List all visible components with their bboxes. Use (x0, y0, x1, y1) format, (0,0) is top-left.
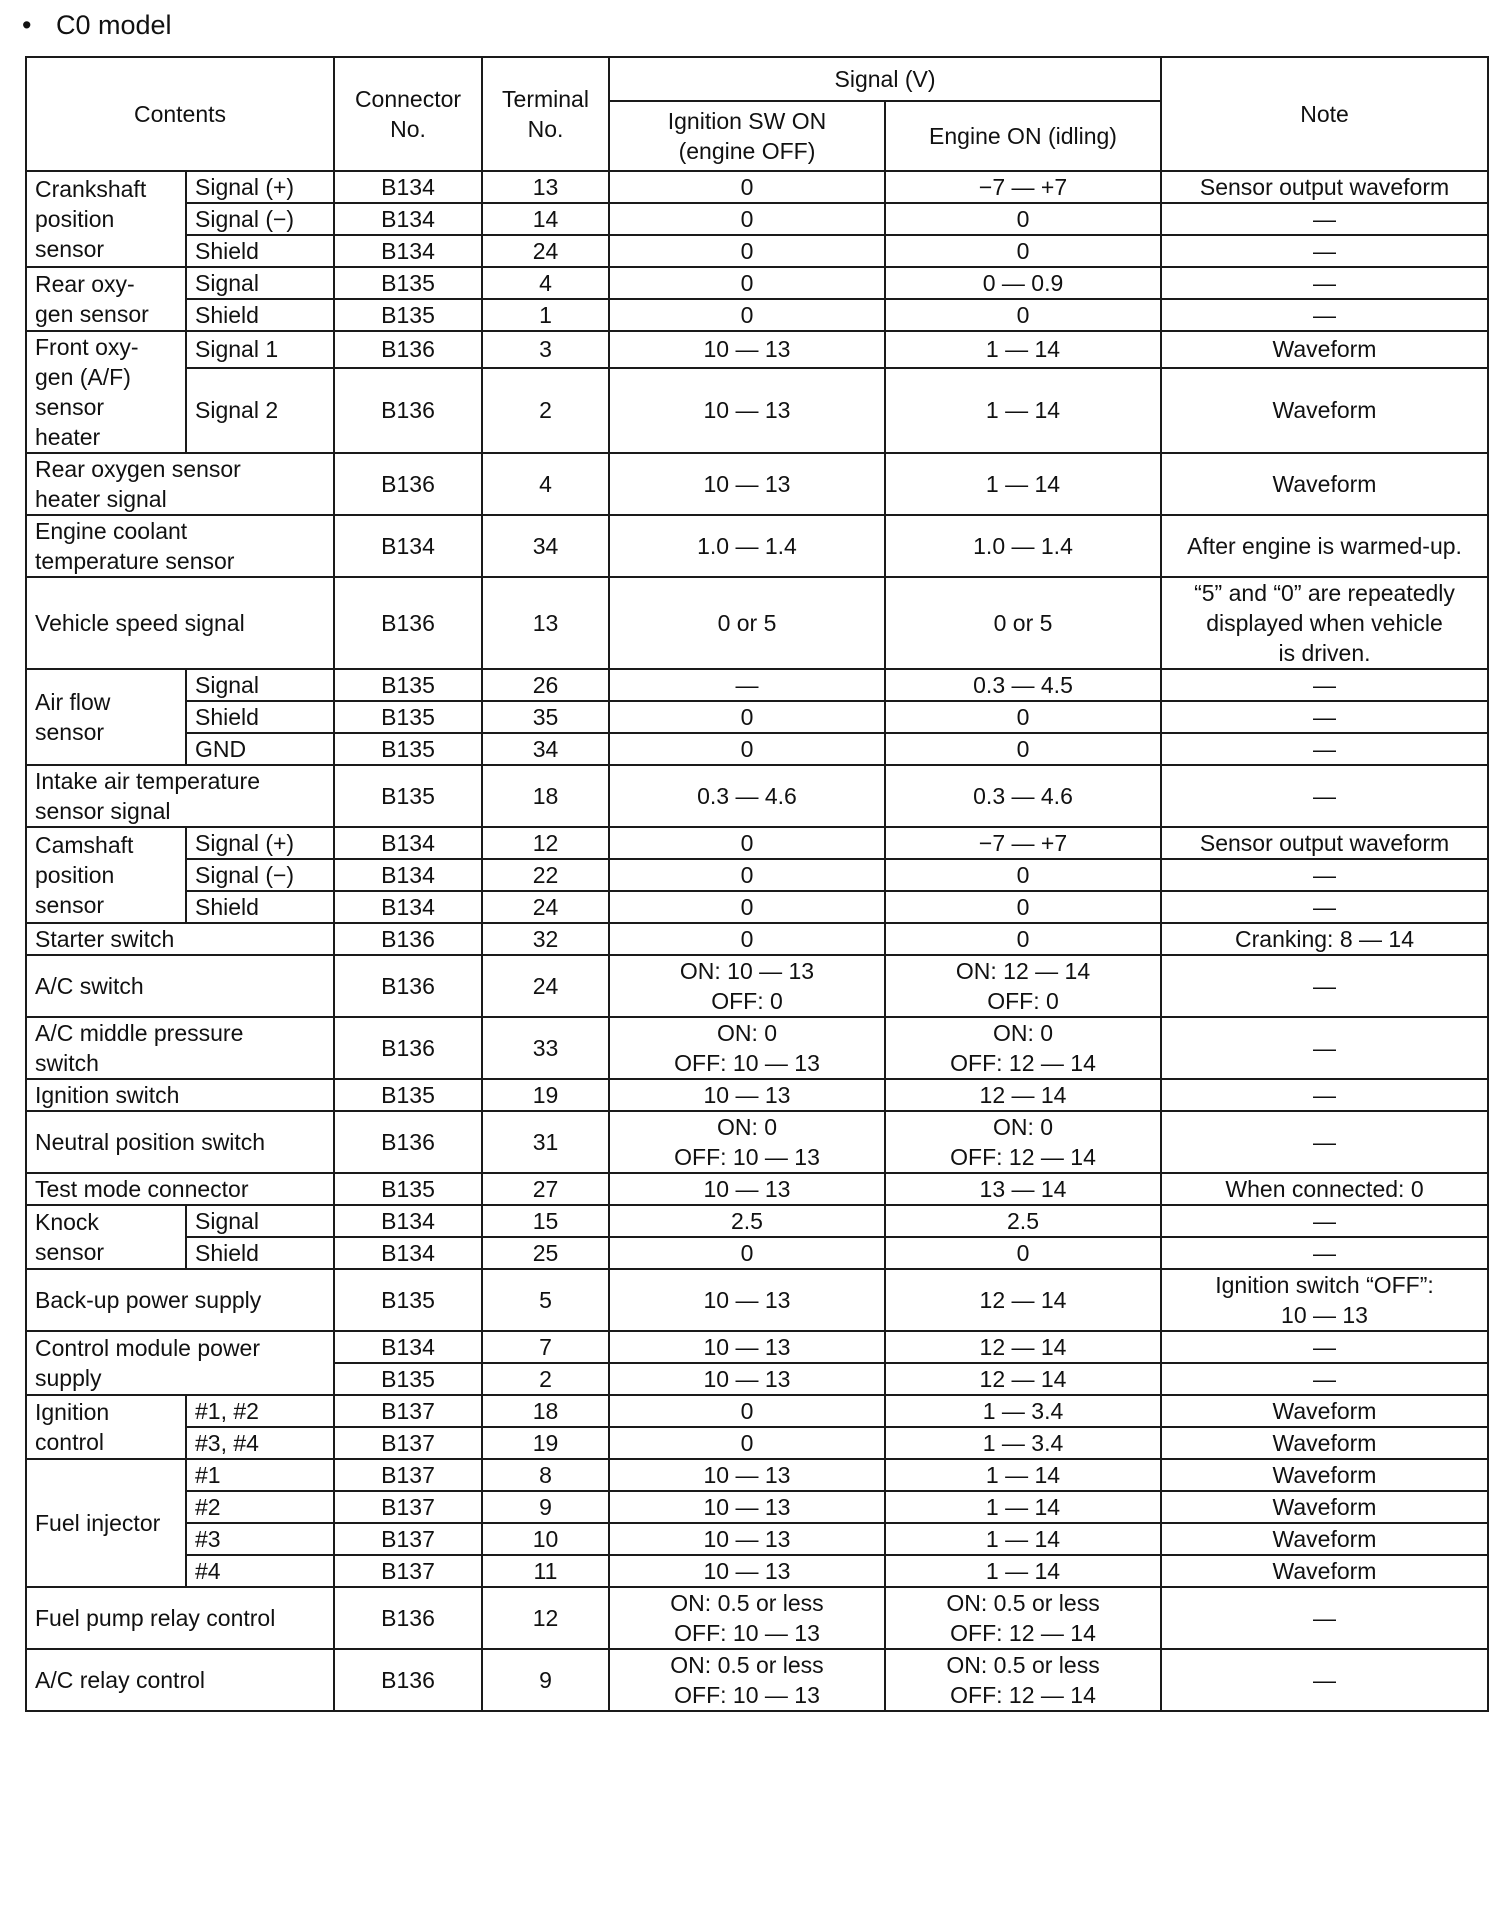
note: — (1161, 859, 1488, 891)
component-name: Fuel injector (26, 1459, 186, 1587)
signal-engine-on: 13 — 14 (885, 1173, 1161, 1205)
signal-type: Signal (+) (186, 827, 334, 859)
connector-no: B137 (334, 1523, 482, 1555)
note: Waveform (1161, 1523, 1488, 1555)
signal-type: Signal (186, 669, 334, 701)
terminal-no: 3 (482, 331, 609, 368)
bullet-icon: • (22, 10, 32, 40)
header-note: Note (1161, 57, 1488, 171)
connector-no: B134 (334, 515, 482, 577)
table-row (26, 1173, 1488, 1205)
component-name: Vehicle speed signal (26, 577, 334, 669)
terminal-no: 9 (482, 1649, 609, 1711)
component-name: Test mode connector (26, 1173, 334, 1205)
component-name: Knock sensor (26, 1205, 186, 1269)
signal-ignition-on: 10 — 13 (609, 1363, 885, 1395)
note: — (1161, 1649, 1488, 1711)
signal-engine-on: 0 (885, 701, 1161, 733)
terminal-no: 2 (482, 1363, 609, 1395)
note: — (1161, 1363, 1488, 1395)
component-name: Rear oxygen sensor heater signal (26, 453, 334, 515)
signal-ignition-on: 10 — 13 (609, 1173, 885, 1205)
connector-no: B137 (334, 1395, 482, 1427)
signal-ignition-on: ON: 10 — 13 OFF: 0 (609, 955, 885, 1017)
terminal-no: 24 (482, 955, 609, 1017)
header-signal: Signal (V) (609, 57, 1161, 101)
terminal-no: 7 (482, 1331, 609, 1363)
signal-engine-on: 1 — 14 (885, 368, 1161, 453)
note: Waveform (1161, 1459, 1488, 1491)
signal-ignition-on: 2.5 (609, 1205, 885, 1237)
signal-ignition-on: 0 (609, 859, 885, 891)
connector-no: B135 (334, 1079, 482, 1111)
signal-ignition-on: 10 — 13 (609, 1523, 885, 1555)
note: — (1161, 669, 1488, 701)
table-row (26, 331, 1488, 368)
component-name: A/C switch (26, 955, 334, 1017)
connector-no: B135 (334, 1173, 482, 1205)
component-name: Back-up power supply (26, 1269, 334, 1331)
note: When connected: 0 (1161, 1173, 1488, 1205)
header-engine-on: Engine ON (idling) (885, 101, 1161, 171)
note: Sensor output waveform (1161, 827, 1488, 859)
signal-ignition-on: 0 (609, 827, 885, 859)
table-row (26, 1491, 1488, 1523)
signal-engine-on: −7 — +7 (885, 827, 1161, 859)
note: — (1161, 299, 1488, 331)
note: Sensor output waveform (1161, 171, 1488, 203)
connector-no: B134 (334, 1331, 482, 1363)
signal-ignition-on: 10 — 13 (609, 331, 885, 368)
note: “5” and “0” are repeatedly displayed when vehicle is driven. (1161, 577, 1488, 669)
connector-no: B134 (334, 1205, 482, 1237)
component-name: Starter switch (26, 923, 334, 955)
signal-ignition-on: 0 (609, 701, 885, 733)
terminal-no: 12 (482, 827, 609, 859)
table-row (26, 669, 1488, 701)
table-row (26, 701, 1488, 733)
signal-type: Signal (−) (186, 859, 334, 891)
signal-type: Shield (186, 299, 334, 331)
note: Ignition switch “OFF”: 10 — 13 (1161, 1269, 1488, 1331)
header-terminal-no: Terminal No. (482, 57, 609, 171)
connector-no: B136 (334, 577, 482, 669)
terminal-no: 19 (482, 1427, 609, 1459)
terminal-no: 24 (482, 891, 609, 923)
signal-ignition-on: 10 — 13 (609, 368, 885, 453)
component-name: A/C relay control (26, 1649, 334, 1711)
signal-engine-on: 2.5 (885, 1205, 1161, 1237)
terminal-no: 35 (482, 701, 609, 733)
signal-engine-on: 1.0 — 1.4 (885, 515, 1161, 577)
terminal-no: 18 (482, 765, 609, 827)
signal-ignition-on: 0 (609, 1237, 885, 1269)
component-name: A/C middle pressure switch (26, 1017, 334, 1079)
signal-ignition-on: 10 — 13 (609, 1331, 885, 1363)
signal-type: GND (186, 733, 334, 765)
signal-engine-on: 0 (885, 891, 1161, 923)
note: — (1161, 701, 1488, 733)
signal-engine-on: 0 (885, 235, 1161, 267)
terminal-no: 33 (482, 1017, 609, 1079)
note: — (1161, 1017, 1488, 1079)
signal-ignition-on: 0.3 — 4.6 (609, 765, 885, 827)
signal-type: #1, #2 (186, 1395, 334, 1427)
terminal-signal-table (25, 56, 1489, 1712)
note: — (1161, 1111, 1488, 1173)
signal-engine-on: 1 — 3.4 (885, 1427, 1161, 1459)
connector-no: B136 (334, 1649, 482, 1711)
connector-no: B134 (334, 859, 482, 891)
signal-type: Shield (186, 891, 334, 923)
signal-type: #3 (186, 1523, 334, 1555)
signal-ignition-on: — (609, 669, 885, 701)
signal-engine-on: ON: 0.5 or less OFF: 12 — 14 (885, 1587, 1161, 1649)
signal-ignition-on: 10 — 13 (609, 1491, 885, 1523)
connector-no: B136 (334, 331, 482, 368)
table-row (26, 1555, 1488, 1587)
connector-no: B135 (334, 669, 482, 701)
signal-type: #3, #4 (186, 1427, 334, 1459)
signal-type: Signal 1 (186, 331, 334, 368)
table-row (26, 235, 1488, 267)
note: — (1161, 1237, 1488, 1269)
signal-ignition-on: 0 or 5 (609, 577, 885, 669)
signal-ignition-on: 10 — 13 (609, 1555, 885, 1587)
note: — (1161, 267, 1488, 299)
terminal-no: 26 (482, 669, 609, 701)
terminal-no: 13 (482, 577, 609, 669)
signal-ignition-on: 0 (609, 299, 885, 331)
signal-ignition-on: 10 — 13 (609, 1459, 885, 1491)
connector-no: B135 (334, 701, 482, 733)
connector-no: B136 (334, 453, 482, 515)
signal-ignition-on: ON: 0.5 or less OFF: 10 — 13 (609, 1649, 885, 1711)
table-row (26, 827, 1488, 859)
note: Cranking: 8 — 14 (1161, 923, 1488, 955)
terminal-no: 15 (482, 1205, 609, 1237)
terminal-no: 10 (482, 1523, 609, 1555)
signal-engine-on: 1 — 14 (885, 1555, 1161, 1587)
note: Waveform (1161, 1395, 1488, 1427)
component-name: Engine coolant temperature sensor (26, 515, 334, 577)
component-name: Rear oxy- gen sensor (26, 267, 186, 331)
connector-no: B134 (334, 891, 482, 923)
connector-no: B134 (334, 235, 482, 267)
table-row (26, 1111, 1488, 1173)
note: — (1161, 765, 1488, 827)
table-row (26, 203, 1488, 235)
table-row (26, 171, 1488, 203)
signal-engine-on: 0 (885, 859, 1161, 891)
terminal-no: 11 (482, 1555, 609, 1587)
signal-engine-on: ON: 0.5 or less OFF: 12 — 14 (885, 1649, 1161, 1711)
signal-engine-on: 12 — 14 (885, 1331, 1161, 1363)
signal-type: Signal (186, 1205, 334, 1237)
table-row (26, 1017, 1488, 1079)
note: — (1161, 1587, 1488, 1649)
signal-type: Shield (186, 1237, 334, 1269)
signal-engine-on: 1 — 3.4 (885, 1395, 1161, 1427)
note: — (1161, 733, 1488, 765)
connector-no: B134 (334, 1237, 482, 1269)
connector-no: B135 (334, 765, 482, 827)
terminal-no: 27 (482, 1173, 609, 1205)
table-row (26, 1331, 1488, 1363)
terminal-no: 1 (482, 299, 609, 331)
component-name: Fuel pump relay control (26, 1587, 334, 1649)
table-row (26, 515, 1488, 577)
signal-ignition-on: 10 — 13 (609, 1269, 885, 1331)
note: — (1161, 1205, 1488, 1237)
signal-engine-on: 0 (885, 733, 1161, 765)
table-row (26, 267, 1488, 299)
signal-type: Signal 2 (186, 368, 334, 453)
connector-no: B134 (334, 827, 482, 859)
heading-text: C0 model (56, 10, 172, 40)
table-row (26, 859, 1488, 891)
signal-type: Shield (186, 235, 334, 267)
note: After engine is warmed-up. (1161, 515, 1488, 577)
table-body (26, 171, 1488, 1711)
table-row (26, 577, 1488, 669)
terminal-no: 24 (482, 235, 609, 267)
signal-ignition-on: 10 — 13 (609, 1079, 885, 1111)
connector-no: B137 (334, 1555, 482, 1587)
note: — (1161, 235, 1488, 267)
terminal-no: 25 (482, 1237, 609, 1269)
note: — (1161, 1079, 1488, 1111)
signal-ignition-on: 0 (609, 923, 885, 955)
signal-engine-on: 1 — 14 (885, 453, 1161, 515)
signal-type: Signal (−) (186, 203, 334, 235)
terminal-no: 12 (482, 1587, 609, 1649)
signal-type: #4 (186, 1555, 334, 1587)
terminal-no: 34 (482, 515, 609, 577)
signal-ignition-on: 0 (609, 267, 885, 299)
signal-ignition-on: 0 (609, 1427, 885, 1459)
signal-type: Shield (186, 701, 334, 733)
signal-engine-on: 12 — 14 (885, 1363, 1161, 1395)
connector-no: B134 (334, 171, 482, 203)
component-name: Air flow sensor (26, 669, 186, 765)
signal-engine-on: 1 — 14 (885, 1523, 1161, 1555)
table-row (26, 733, 1488, 765)
connector-no: B135 (334, 299, 482, 331)
terminal-no: 18 (482, 1395, 609, 1427)
terminal-no: 2 (482, 368, 609, 453)
signal-ignition-on: 0 (609, 1395, 885, 1427)
table-row (26, 1237, 1488, 1269)
connector-no: B135 (334, 733, 482, 765)
section-heading (22, 8, 172, 42)
terminal-no: 4 (482, 267, 609, 299)
component-name: Ignition switch (26, 1079, 334, 1111)
terminal-no: 4 (482, 453, 609, 515)
note: Waveform (1161, 331, 1488, 368)
signal-engine-on: 0 or 5 (885, 577, 1161, 669)
signal-engine-on: 1 — 14 (885, 331, 1161, 368)
signal-engine-on: 0 — 0.9 (885, 267, 1161, 299)
header-contents: Contents (26, 57, 334, 171)
table-row (26, 1079, 1488, 1111)
signal-ignition-on: 0 (609, 203, 885, 235)
connector-no: B136 (334, 955, 482, 1017)
connector-no: B136 (334, 1587, 482, 1649)
table-row (26, 891, 1488, 923)
signal-engine-on: 0 (885, 299, 1161, 331)
signal-type: Signal (186, 267, 334, 299)
terminal-no: 9 (482, 1491, 609, 1523)
connector-no: B135 (334, 1269, 482, 1331)
note: — (1161, 203, 1488, 235)
terminal-no: 32 (482, 923, 609, 955)
connector-no: B136 (334, 368, 482, 453)
signal-ignition-on: 10 — 13 (609, 453, 885, 515)
signal-ignition-on: ON: 0 OFF: 10 — 13 (609, 1017, 885, 1079)
table-row (26, 1205, 1488, 1237)
signal-type: #2 (186, 1491, 334, 1523)
note: — (1161, 1331, 1488, 1363)
connector-no: B137 (334, 1491, 482, 1523)
connector-no: B135 (334, 267, 482, 299)
terminal-no: 13 (482, 171, 609, 203)
component-name: Neutral position switch (26, 1111, 334, 1173)
component-name: Control module power supply (26, 1331, 334, 1395)
signal-engine-on: ON: 0 OFF: 12 — 14 (885, 1111, 1161, 1173)
terminal-no: 14 (482, 203, 609, 235)
component-name: Intake air temperature sensor signal (26, 765, 334, 827)
signal-engine-on: 0.3 — 4.5 (885, 669, 1161, 701)
signal-engine-on: 1 — 14 (885, 1491, 1161, 1523)
note: Waveform (1161, 1491, 1488, 1523)
terminal-no: 22 (482, 859, 609, 891)
connector-no: B136 (334, 1111, 482, 1173)
component-name: Crankshaft position sensor (26, 171, 186, 267)
connector-no: B137 (334, 1427, 482, 1459)
note: Waveform (1161, 453, 1488, 515)
table-row (26, 923, 1488, 955)
signal-ignition-on: 0 (609, 733, 885, 765)
signal-engine-on: −7 — +7 (885, 171, 1161, 203)
header-connector-no: Connector No. (334, 57, 482, 171)
note: — (1161, 891, 1488, 923)
terminal-no: 34 (482, 733, 609, 765)
signal-engine-on: 12 — 14 (885, 1079, 1161, 1111)
terminal-no: 5 (482, 1269, 609, 1331)
table-row (26, 1395, 1488, 1427)
table-row (26, 1427, 1488, 1459)
signal-type: #1 (186, 1459, 334, 1491)
table-row (26, 299, 1488, 331)
signal-engine-on: 0 (885, 923, 1161, 955)
connector-no: B135 (334, 1363, 482, 1395)
connector-no: B137 (334, 1459, 482, 1491)
table-row (26, 453, 1488, 515)
table-row (26, 368, 1488, 453)
signal-ignition-on: 0 (609, 891, 885, 923)
component-name: Front oxy- gen (A/F) sensor heater (26, 331, 186, 453)
signal-engine-on: ON: 12 — 14 OFF: 0 (885, 955, 1161, 1017)
signal-engine-on: 0.3 — 4.6 (885, 765, 1161, 827)
terminal-no: 8 (482, 1459, 609, 1491)
signal-engine-on: ON: 0 OFF: 12 — 14 (885, 1017, 1161, 1079)
signal-ignition-on: ON: 0.5 or less OFF: 10 — 13 (609, 1587, 885, 1649)
note: Waveform (1161, 1555, 1488, 1587)
signal-engine-on: 0 (885, 1237, 1161, 1269)
signal-type: Signal (+) (186, 171, 334, 203)
table-row (26, 1587, 1488, 1649)
signal-ignition-on: 0 (609, 171, 885, 203)
signal-engine-on: 12 — 14 (885, 1269, 1161, 1331)
signal-engine-on: 1 — 14 (885, 1459, 1161, 1491)
connector-no: B136 (334, 923, 482, 955)
connector-no: B136 (334, 1017, 482, 1079)
note: Waveform (1161, 368, 1488, 453)
table-row (26, 1523, 1488, 1555)
component-name: Ignition control (26, 1395, 186, 1459)
signal-ignition-on: 1.0 — 1.4 (609, 515, 885, 577)
signal-ignition-on: 0 (609, 235, 885, 267)
table-row (26, 765, 1488, 827)
signal-ignition-on: ON: 0 OFF: 10 — 13 (609, 1111, 885, 1173)
note: — (1161, 955, 1488, 1017)
connector-no: B134 (334, 203, 482, 235)
table-row (26, 1649, 1488, 1711)
terminal-no: 31 (482, 1111, 609, 1173)
component-name: Camshaft position sensor (26, 827, 186, 923)
header-ignition-sw-on: Ignition SW ON (engine OFF) (609, 101, 885, 171)
terminal-no: 19 (482, 1079, 609, 1111)
table-row (26, 1459, 1488, 1491)
table-row (26, 1269, 1488, 1331)
table-row (26, 955, 1488, 1017)
note: Waveform (1161, 1427, 1488, 1459)
signal-engine-on: 0 (885, 203, 1161, 235)
